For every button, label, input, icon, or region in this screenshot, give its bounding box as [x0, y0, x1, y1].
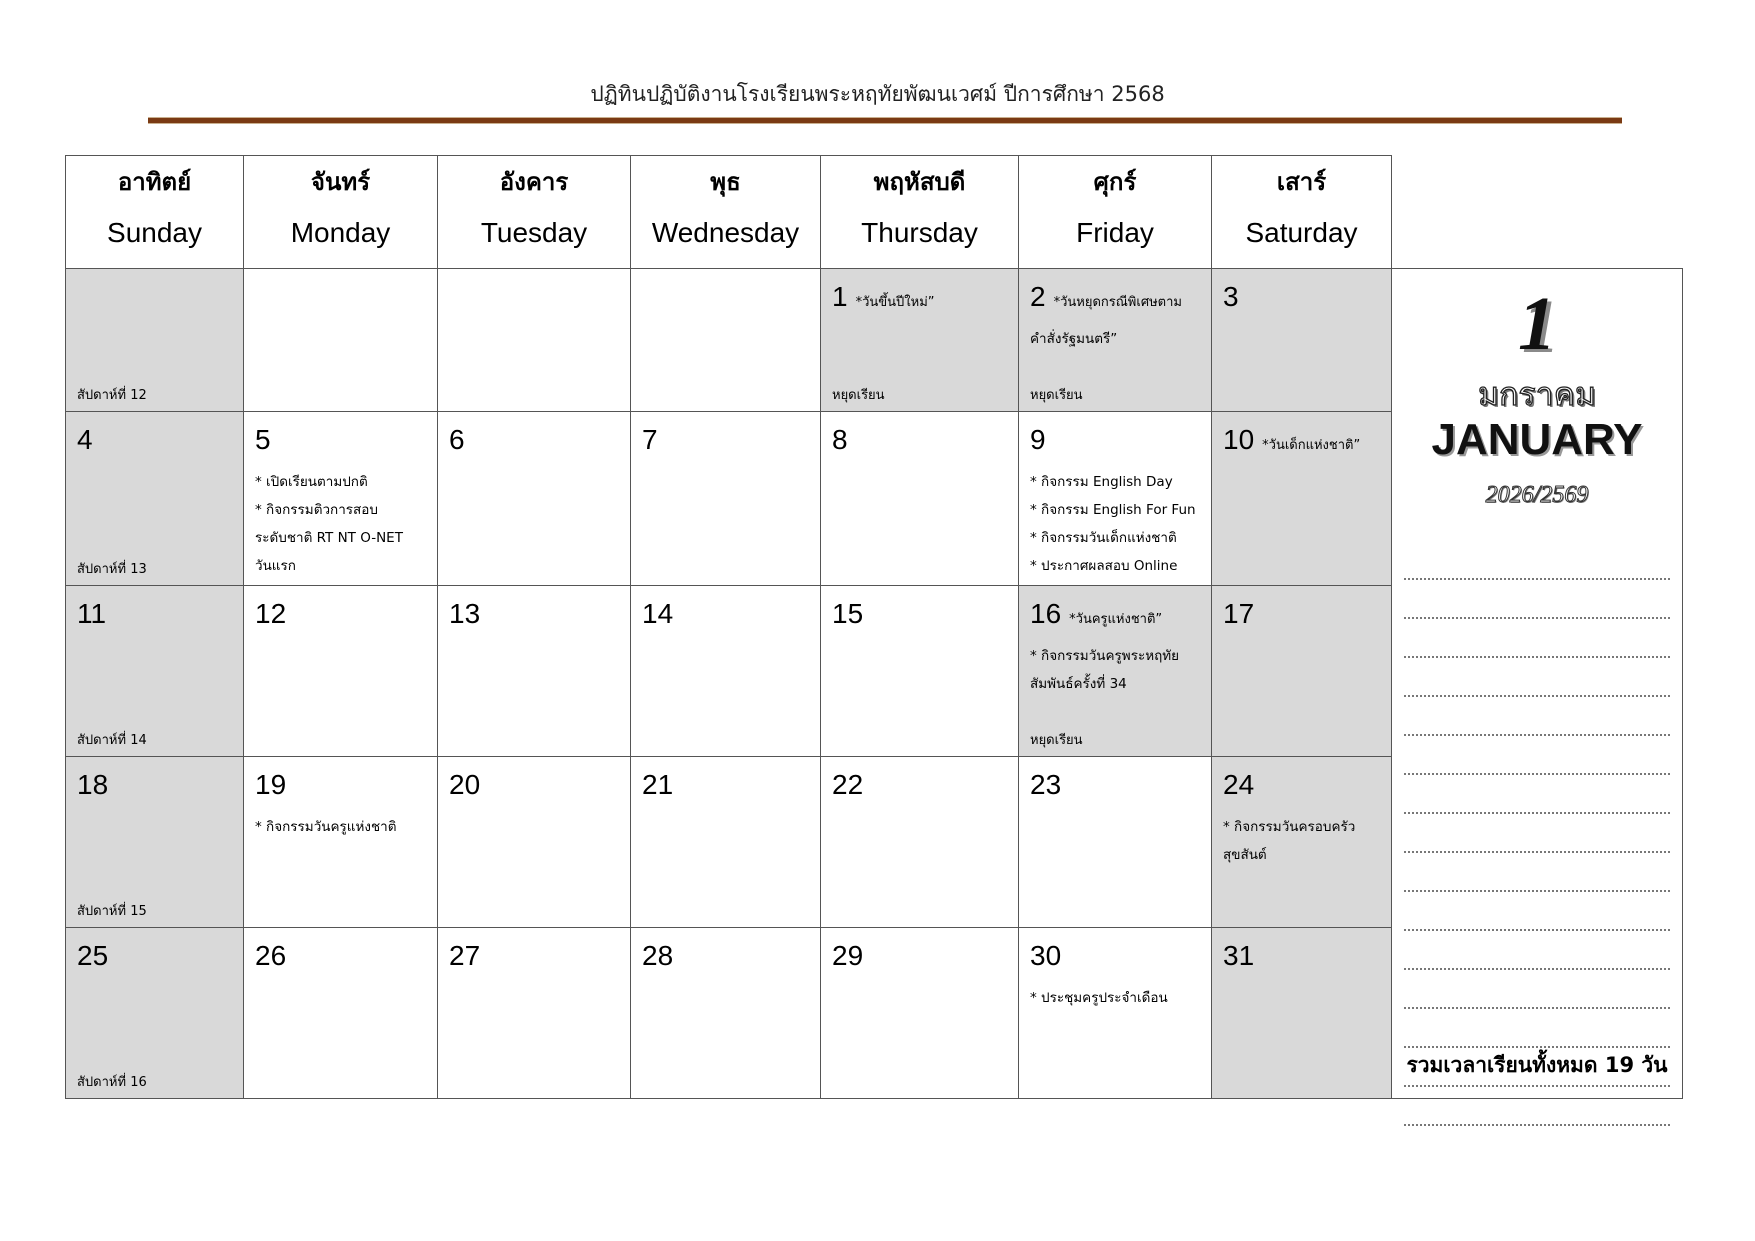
- weekday-name-thai: พฤหัสบดี: [873, 168, 966, 196]
- month-number: 1: [1518, 282, 1556, 366]
- day-cell: [1019, 757, 1212, 928]
- date-number: 7: [642, 424, 658, 455]
- date-number: 27: [449, 940, 481, 971]
- day-cell: [66, 586, 244, 757]
- event-note: ระดับชาติ RT NT O-NET: [255, 530, 403, 546]
- date-number: 18: [77, 769, 109, 800]
- month-summary-panel: [1392, 269, 1683, 1099]
- day-cell: [631, 586, 821, 757]
- event-note: * กิจกรรม English Day: [1030, 474, 1173, 490]
- event-note: วันแรก: [255, 558, 296, 574]
- event-note: * กิจกรรมวันครอบครัว: [1223, 819, 1356, 835]
- day-cell: [244, 269, 438, 412]
- event-note: สุขสันต์: [1223, 847, 1267, 863]
- date-number: 28: [642, 940, 674, 971]
- weekday-name-english: Tuesday: [480, 217, 588, 248]
- day-cell: [244, 412, 438, 586]
- date-number: 12: [255, 598, 287, 629]
- date-number: 30: [1030, 940, 1062, 971]
- dotted-note-line: [1404, 541, 1670, 580]
- day-cell: [821, 928, 1019, 1099]
- day-cell: [438, 757, 631, 928]
- dotted-note-line: [1404, 1009, 1670, 1048]
- day-cell: [244, 928, 438, 1099]
- weekday-name-english: Saturday: [1245, 217, 1358, 248]
- dotted-note-line: [1404, 970, 1670, 1009]
- weekday-name-english: Monday: [290, 217, 391, 248]
- weekday-header-wednesday: [631, 156, 821, 269]
- event-notes: [1030, 325, 1205, 353]
- day-cell: [631, 412, 821, 586]
- date-number: 2 *วันหยุดกรณีพิเศษตาม: [1030, 281, 1182, 312]
- event-notes: [1030, 642, 1205, 698]
- date-number: 19: [255, 769, 287, 800]
- event-note: * ประกาศผลสอบ Online: [1030, 558, 1178, 574]
- weekday-header-sunday: [66, 156, 244, 269]
- date-number: 1 *วันขึ้นปีใหม่”: [832, 281, 935, 312]
- weekday-name-english: Sunday: [107, 217, 202, 248]
- holiday-label: หยุดเรียน: [1030, 733, 1083, 748]
- event-note: * กิจกรรมติวการสอบ: [255, 502, 378, 518]
- event-notes: [255, 813, 431, 841]
- weekday-header-saturday: [1212, 156, 1392, 269]
- date-number: 25: [77, 940, 109, 971]
- holiday-label: หยุดเรียน: [832, 388, 885, 403]
- day-cell: [1212, 757, 1392, 928]
- date-number: 24: [1223, 769, 1255, 800]
- day-cell: [1212, 412, 1392, 586]
- day-cell: [631, 757, 821, 928]
- page-title: ปฏิทินปฏิบัติงานโรงเรียนพระหฤทัยพัฒนเวศม์ ปีการศึกษา 2568: [590, 82, 1165, 106]
- event-title: *วันครูแห่งชาติ”: [1069, 612, 1163, 627]
- event-notes: [255, 468, 431, 580]
- day-cell: [1019, 269, 1212, 412]
- date-number: 11: [77, 598, 107, 629]
- date-number: 4: [77, 424, 93, 455]
- month-name-english: JANUARY: [1431, 415, 1643, 464]
- weekday-name-english: Wednesday: [651, 217, 800, 248]
- weekday-name-english: Thursday: [861, 217, 978, 248]
- date-number: 6: [449, 424, 465, 455]
- day-cell: [821, 269, 1019, 412]
- date-number: 14: [642, 598, 674, 629]
- title-divider: [148, 117, 1622, 124]
- weekday-header-friday: [1019, 156, 1212, 269]
- dotted-note-line: [1404, 814, 1670, 853]
- day-cell: [821, 757, 1019, 928]
- event-notes: [1030, 468, 1205, 580]
- event-note: คำสั่งรัฐมนตรี”: [1030, 331, 1118, 347]
- event-notes: [1030, 984, 1205, 1012]
- day-cell: [1019, 412, 1212, 586]
- dotted-note-line: [1404, 1087, 1670, 1126]
- date-number: 13: [449, 598, 481, 629]
- day-cell: [631, 928, 821, 1099]
- dotted-note-line: [1404, 658, 1670, 697]
- event-note: สัมพันธ์ครั้งที่ 34: [1030, 676, 1127, 692]
- weekday-header-row: [66, 156, 1683, 269]
- dotted-note-line: [1404, 619, 1670, 658]
- date-number: 22: [832, 769, 864, 800]
- date-number: 10 *วันเด็กแห่งชาติ”: [1223, 424, 1361, 455]
- event-note: * กิจกรรมวันครูพระหฤทัย: [1030, 648, 1180, 664]
- day-cell: [438, 412, 631, 586]
- day-cell: [66, 269, 244, 412]
- notes-lines: [1404, 541, 1670, 1126]
- week-number-label: สัปดาห์ที่ 16: [77, 1075, 147, 1090]
- date-number: 3: [1223, 281, 1239, 312]
- event-note: * กิจกรรม English For Fun: [1030, 502, 1196, 518]
- week-number-label: สัปดาห์ที่ 14: [77, 733, 147, 748]
- date-number: 29: [832, 940, 864, 971]
- day-cell: [244, 586, 438, 757]
- dotted-note-line: [1404, 892, 1670, 931]
- day-cell: [244, 757, 438, 928]
- date-number: 23: [1030, 769, 1062, 800]
- date-number: 21: [642, 769, 674, 800]
- weekday-name-english: Friday: [1076, 217, 1154, 248]
- holiday-label: หยุดเรียน: [1030, 388, 1083, 403]
- weekday-name-thai: อังคาร: [499, 168, 569, 196]
- day-cell: [631, 269, 821, 412]
- date-number: 5: [255, 424, 271, 455]
- date-number: 31: [1223, 940, 1255, 971]
- day-cell: [66, 757, 244, 928]
- dotted-note-line: [1404, 580, 1670, 619]
- date-number: 8: [832, 424, 848, 455]
- weekday-name-thai: อาทิตย์: [117, 168, 192, 196]
- weekday-header-monday: [244, 156, 438, 269]
- weekday-header-tuesday: [438, 156, 631, 269]
- dotted-note-line: [1404, 736, 1670, 775]
- date-number: 20: [449, 769, 481, 800]
- day-cell: [66, 928, 244, 1099]
- event-note: * เปิดเรียนตามปกติ: [255, 474, 368, 490]
- week-number-label: สัปดาห์ที่ 12: [77, 388, 147, 403]
- event-title: *วันขึ้นปีใหม่”: [855, 295, 935, 310]
- date-number: 9: [1030, 424, 1046, 455]
- day-cell: [821, 586, 1019, 757]
- week-number-label: สัปดาห์ที่ 15: [77, 904, 147, 919]
- day-cell: [1212, 269, 1392, 412]
- date-number: 26: [255, 940, 287, 971]
- day-cell: [821, 412, 1019, 586]
- month-name-thai: มกราคม: [1477, 375, 1597, 413]
- event-note: * ประชุมครูประจำเดือน: [1030, 990, 1168, 1006]
- week-number-label: สัปดาห์ที่ 13: [77, 562, 147, 577]
- event-note: * กิจกรรมวันเด็กแห่งชาติ: [1030, 530, 1177, 546]
- day-cell: [1212, 586, 1392, 757]
- weekday-name-thai: พุธ: [710, 168, 741, 196]
- day-cell: [1019, 586, 1212, 757]
- dotted-note-line: [1404, 775, 1670, 814]
- weekday-header-thursday: [821, 156, 1019, 269]
- day-cell: [438, 586, 631, 757]
- dotted-note-line: [1404, 853, 1670, 892]
- day-cell: [66, 412, 244, 586]
- day-cell: [438, 269, 631, 412]
- year-label: 2026/2569: [1485, 482, 1589, 508]
- dotted-note-line: [1404, 931, 1670, 970]
- calendar-table: [65, 155, 1683, 1099]
- date-number: 17: [1223, 598, 1255, 629]
- week-row: [66, 269, 1683, 412]
- date-number: 15: [832, 598, 864, 629]
- dotted-note-line: [1404, 697, 1670, 736]
- weekday-name-thai: ศุกร์: [1093, 168, 1137, 196]
- event-title: *วันเด็กแห่งชาติ”: [1262, 438, 1361, 453]
- day-cell: [1212, 928, 1392, 1099]
- date-number: 16 *วันครูแห่งชาติ”: [1030, 598, 1163, 629]
- event-note: * กิจกรรมวันครูแห่งชาติ: [255, 819, 397, 835]
- calendar-body: [66, 269, 1683, 1099]
- event-notes: [1223, 813, 1385, 869]
- weekday-name-thai: จันทร์: [310, 168, 371, 196]
- weekday-name-thai: เสาร์: [1276, 168, 1327, 196]
- event-title: *วันหยุดกรณีพิเศษตาม: [1053, 295, 1182, 310]
- day-cell: [1019, 928, 1212, 1099]
- total-school-days: รวมเวลาเรียนทั้งหมด 19 วัน: [1406, 1053, 1668, 1077]
- day-cell: [438, 928, 631, 1099]
